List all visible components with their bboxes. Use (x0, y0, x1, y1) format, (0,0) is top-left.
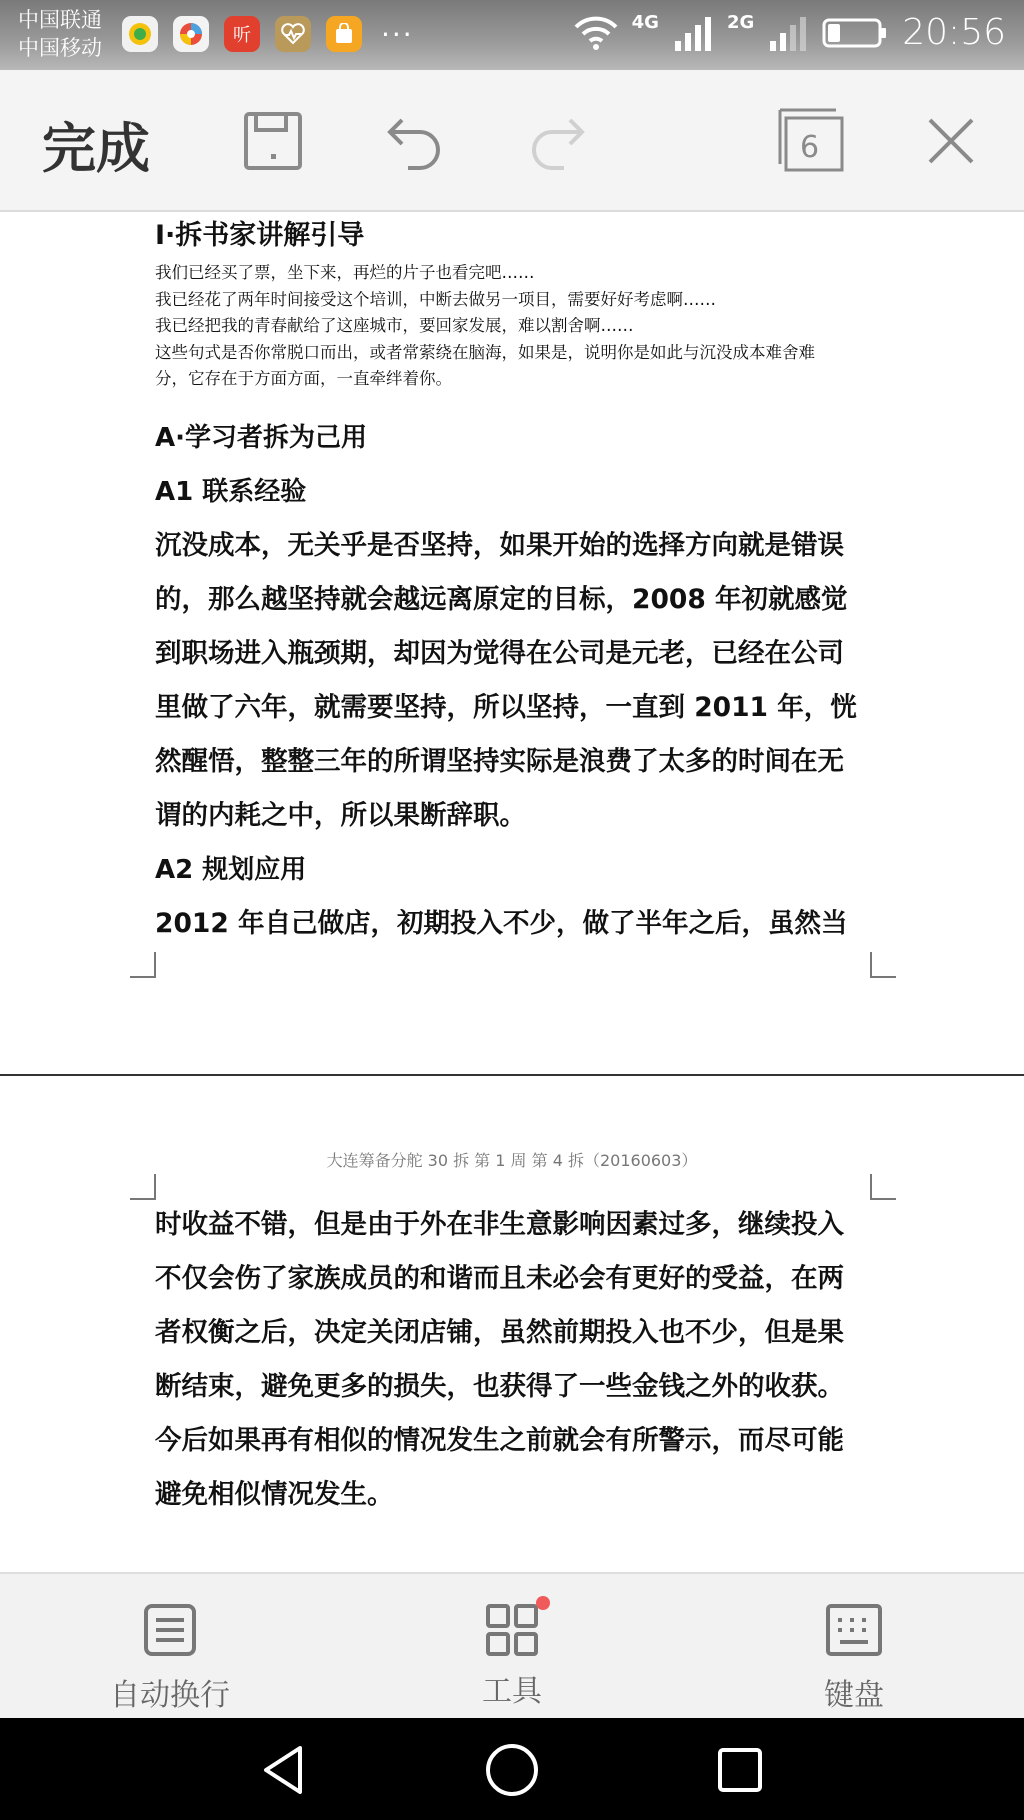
network-4g-label: 4G (631, 12, 659, 33)
margin-mark (870, 1174, 896, 1200)
save-icon[interactable] (238, 106, 308, 176)
colorful-app-icon (173, 16, 209, 52)
green-app-icon (122, 16, 158, 52)
margin-mark (130, 1174, 156, 1200)
listen-app-icon (224, 16, 260, 52)
back-icon[interactable] (254, 1740, 314, 1800)
body-line: 里做了六年，就需要坚持，所以坚持，一直到 2011 年，恍 (155, 691, 857, 723)
body-line: 然醒悟，整整三年的所谓坚持实际是浪费了太多的时间在无 (155, 745, 844, 777)
editor-toolbar (0, 70, 1024, 212)
a1-paragraph (155, 519, 871, 843)
tools-grid-icon (482, 1600, 542, 1660)
intro-line: 分，它存在于方面方面，一直牵绊着你。 (155, 369, 452, 388)
home-icon[interactable] (482, 1740, 542, 1800)
network-2g-label: 2G (726, 12, 755, 33)
auto-wrap-label: 自动换行 (110, 1678, 230, 1713)
listen-glyph: 听 (233, 25, 251, 46)
page-header: 大连筹备分舵 30 拆 第 1 周 第 4 拆（20160603） (326, 1151, 698, 1170)
tools-button[interactable] (422, 1600, 602, 1710)
more-notifications: ··· (381, 17, 414, 51)
undo-icon[interactable] (380, 106, 450, 176)
keyboard-icon (824, 1600, 884, 1660)
a1-heading: A1 联系经验 (155, 476, 307, 507)
margin-mark (870, 952, 896, 978)
body-line: 2012 年自己做店，初期投入不少，做了半年之后，虽然当 (155, 907, 848, 939)
body-line: 谓的内耗之中，所以果断辞职。 (155, 799, 526, 831)
wifi-icon (574, 15, 618, 51)
intro-line: 这些句式是否你常脱口而出，或者常萦绕在脑海，如果是，说明你是如此与沉没成本难舍难 (155, 342, 815, 362)
close-icon[interactable] (916, 106, 986, 176)
carrier-1: 中国联通 (18, 8, 102, 32)
page-separator (0, 1074, 1024, 1076)
page-switcher-button[interactable] (774, 106, 848, 176)
page-2-content (155, 1198, 871, 1522)
battery-icon (822, 17, 888, 49)
intro-heading: Ⅰ·拆书家讲解引导 (155, 220, 365, 251)
clock: 20:56 (902, 12, 1006, 53)
recent-apps-icon[interactable] (710, 1740, 770, 1800)
intro-line: 我们已经买了票，坐下来，再烂的片子也看完吧…… (155, 263, 535, 282)
body-line: 断结束，避免更多的损失，也获得了一些金钱之外的收获。 (155, 1371, 844, 1402)
body-line: 者权衡之后，决定关闭店铺，虽然前期投入也不少，但是果 (155, 1317, 844, 1348)
body-line: 沉没成本，无关乎是否坚持，如果开始的选择方向就是错误 (155, 529, 844, 561)
body-line: 到职场进入瓶颈期，却因为觉得在公司是元老，已经在公司 (155, 637, 844, 669)
body-line: 不仅会伤了家族成员的和谐而且未必会有更好的受益，在两 (155, 1263, 844, 1294)
body-line: 时收益不错，但是由于外在非生意影响因素过多，继续投入 (155, 1209, 844, 1240)
tools-label: 工具 (482, 1674, 542, 1709)
carrier-info (18, 6, 102, 62)
system-nav-bar (0, 1718, 1024, 1820)
body-line: 今后如果再有相似的情况发生之前就会有所警示，而尽可能 (155, 1425, 844, 1456)
body-line: 避免相似情况发生。 (155, 1479, 394, 1510)
keyboard-label: 键盘 (824, 1678, 884, 1713)
keyboard-button[interactable] (764, 1600, 944, 1714)
page-1-content (155, 212, 871, 951)
status-indicators (574, 12, 1006, 53)
intro-line: 我已经花了两年时间接受这个培训，中断去做另一项目，需要好好考虑啊…… (155, 289, 716, 309)
intro-line: 我已经把我的青春献给了这座城市，要回家发展，难以割舍啊…… (155, 316, 634, 335)
notification-icons (122, 16, 414, 52)
intro-paragraph (155, 260, 871, 393)
redo-icon[interactable] (522, 106, 592, 176)
a2-heading: A2 规划应用 (155, 854, 307, 885)
section-a-heading: A·学习者拆为己用 (155, 422, 367, 453)
orange-app-icon (326, 16, 362, 52)
signal-icon-2 (768, 15, 808, 51)
health-app-icon (275, 16, 311, 52)
done-button[interactable]: 完成 (42, 106, 150, 183)
auto-wrap-icon (140, 1600, 200, 1660)
body-line: 的，那么越坚持就会越远离原定的目标，2008 年初就感觉 (155, 583, 848, 615)
bottom-toolbar (0, 1572, 1024, 1720)
carrier-2: 中国移动 (18, 36, 102, 60)
signal-icon-1 (673, 15, 713, 51)
status-bar (0, 0, 1024, 70)
margin-mark (130, 952, 156, 978)
document-canvas[interactable] (0, 212, 1024, 1572)
page-count: 6 (800, 130, 820, 165)
notification-badge (536, 1596, 550, 1610)
auto-wrap-button[interactable] (80, 1600, 260, 1714)
